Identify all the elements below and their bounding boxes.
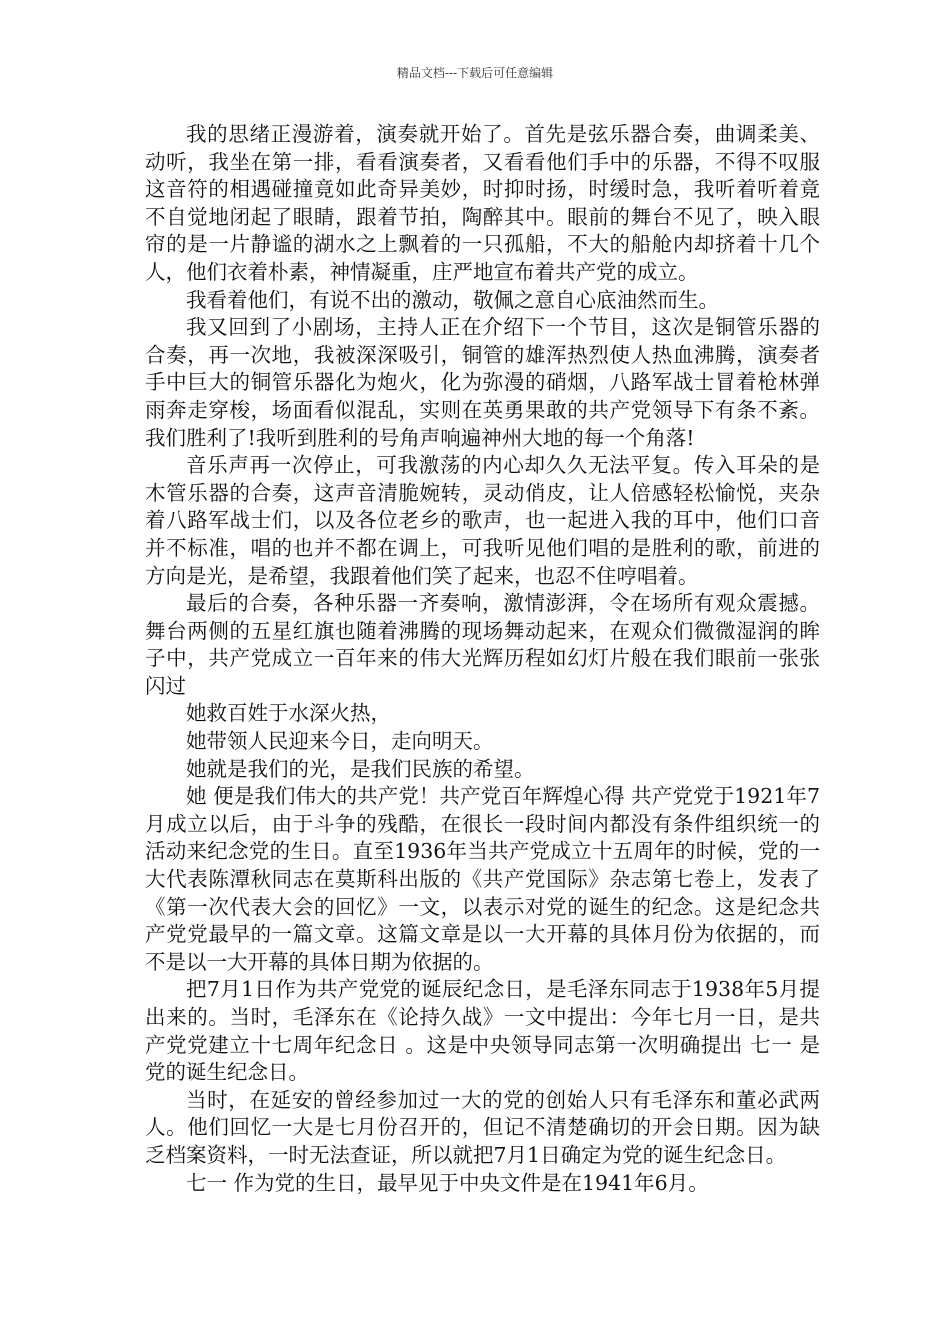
document-body	[145, 121, 820, 1197]
paragraph: 当时，在延安的曾经参加过一大的党的创始人只有毛泽东和董必武两人。他们回忆一大是七月份召开的，但记不清楚确切的开会日期。因为缺乏档案资料，一时无法查证，所以就把7月1日确定为党的诞生纪念日。	[145, 1087, 820, 1167]
paragraph: 她带领人民迎来今日，走向明天。	[186, 729, 494, 754]
paragraph: 七一 作为党的生日，最早见于中央文件是在1941年6月。	[186, 1170, 709, 1195]
paragraph: 我的思绪正漫游着，演奏就开始了。首先是弦乐器合奏，曲调柔美、动听，我坐在第一排，看看演奏者，又看看他们手中的乐器，不得不叹服这音符的相遇碰撞竟如此奇异美妙，时抑时扬，时缓时急，我听着听着竟不自觉地闭起了眼睛，跟着节拍，陶醉其中。眼前的舞台不见了，映入眼帘的是一片静谧的湖水之上飘着的一只孤船，不大的船舱内却挤着十几个人，他们衣着朴素，神情凝重，庄严地宣布着共产党的成立。	[145, 122, 820, 284]
paragraph: 她救百姓于水深火热，	[186, 701, 391, 726]
page-header: 精品文档---下载后可任意编辑	[396, 66, 554, 80]
paragraph: 她 便是我们伟大的共产党！共产党百年辉煌心得 共产党党于1921年7月成立以后，由于斗争的残酷，在很长一段时间内都没有条件组织统一的活动来纪念党的生日。直至1936年当共产党成立十五周年的时候，党的一大代表陈潭秋同志在莫斯科出版的《共产党国际》杂志第七卷上，发表了《第一次代表大会的回忆》一文，以表示对党的诞生的纪念。这是纪念共产党党最早的一篇文章。这篇文章是以一大开幕的具体月份为依据的，而不是以一大开幕的具体日期为依据的。	[145, 784, 820, 974]
paragraph: 我看着他们，有说不出的激动，敬佩之意自心底油然而生。	[186, 287, 719, 312]
paragraph: 她就是我们的光，是我们民族的希望。	[186, 756, 535, 781]
paragraph: 把7月1日作为共产党党的诞辰纪念日，是毛泽东同志于1938年5月提出来的。当时，毛泽东在《论持久战》一文中提出：今年七月一日，是共产党党建立十七周年纪念日 。这是中央领导同志第一次明确提出 七一 是党的诞生纪念日。	[145, 977, 820, 1085]
paragraph: 最后的合奏，各种乐器一齐奏响，激情澎湃，令在场所有观众震撼。舞台两侧的五星红旗也随着沸腾的现场舞动起来，在观众们微微湿润的眸子中，共产党成立一百年来的伟大光辉历程如幻灯片般在我们眼前一张张闪过	[145, 591, 820, 698]
paragraph: 音乐声再一次停止，可我激荡的内心却久久无法平复。传入耳朵的是木管乐器的合奏，这声音清脆婉转，灵动俏皮，让人倍感轻松愉悦，夹杂着八路军战士们，以及各位老乡的歌声，也一起进入我的耳中，他们口音并不标准，唱的也并不都在调上，可我听见他们唱的是胜利的歌，前进的方向是光，是希望，我跟着他们笑了起来，也忍不住哼唱着。	[145, 453, 820, 588]
paragraph: 我又回到了小剧场，主持人正在介绍下一个节目，这次是铜管乐器的合奏，再一次地，我被深深吸引，铜管的雄浑热烈使人热血沸腾，演奏者手中巨大的铜管乐器化为炮火，化为弥漫的硝烟，八路军战士冒着枪林弹雨奔走穿梭，场面看似混乱，实则在英勇果敢的共产党领导下有条不紊。我们胜利了!我听到胜利的号角声响遍神州大地的每一个角落!	[145, 315, 820, 450]
